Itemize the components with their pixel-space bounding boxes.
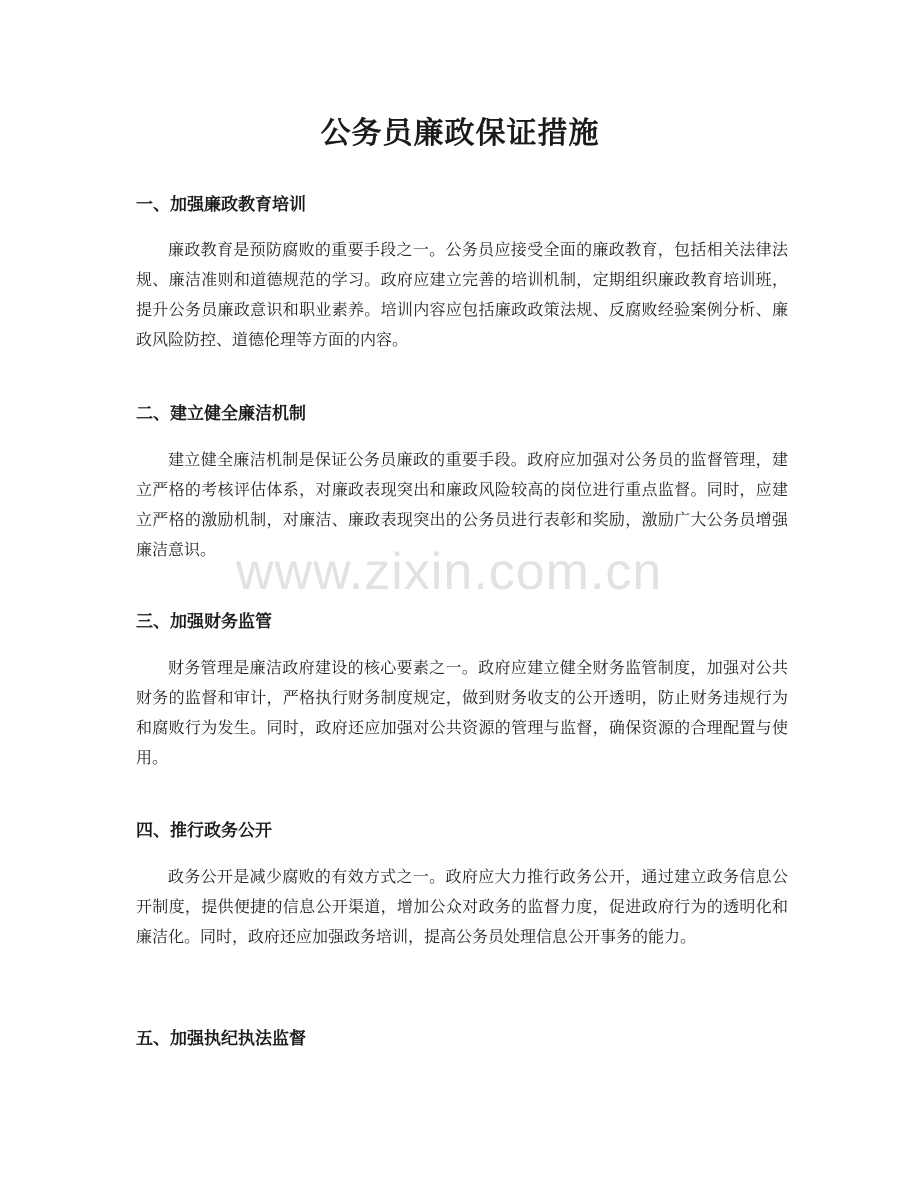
- section-heading-1: 一、加强廉政教育培训: [136, 195, 306, 215]
- watermark-text: www.zixin.com.cn: [236, 543, 663, 601]
- section-heading-4: 四、推行政务公开: [136, 821, 272, 841]
- section-heading-2: 二、建立健全廉洁机制: [136, 404, 306, 424]
- section-paragraph-4: 政务公开是减少腐败的有效方式之一。政府应大力推行政务公开，通过建立政务信息公开制度，提供便捷的信息公开渠道，增加公众对政务的监督力度，促进政府行为的透明化和廉洁化。同时，政府还应加强政务培训，提高公务员处理信息公开事务的能力。: [136, 867, 788, 946]
- document-title: 公务员廉政保证措施: [320, 116, 600, 151]
- section-paragraph-1: 廉政教育是预防腐败的重要手段之一。公务员应接受全面的廉政教育，包括相关法律法规、廉洁准则和道德规范的学习。政府应建立完善的培训机制，定期组织廉政教育培训班，提升公务员廉政意识和职业素养。培训内容应包括廉政政策法规、反腐败经验案例分析、廉政风险防控、道德伦理等方面的内容。: [136, 240, 788, 349]
- section-paragraph-2: 建立健全廉洁机制是保证公务员廉政的重要手段。政府应加强对公务员的监督管理，建立严格的考核评估体系，对廉政表现突出和廉政风险较高的岗位进行重点监督。同时，应建立严格的激励机制，对廉洁、廉政表现突出的公务员进行表彰和奖励，激励广大公务员增强廉洁意识。: [136, 450, 788, 559]
- section-heading-3: 三、加强财务监管: [136, 612, 272, 632]
- section-paragraph-3: 财务管理是廉洁政府建设的核心要素之一。政府应建立健全财务监管制度，加强对公共财务的监督和审计，严格执行财务制度规定，做到财务收支的公开透明，防止财务违规行为和腐败行为发生。同时，政府还应加强对公共资源的管理与监督，确保资源的合理配置与使用。: [136, 658, 788, 767]
- section-heading-5: 五、加强执纪执法监督: [136, 1029, 306, 1049]
